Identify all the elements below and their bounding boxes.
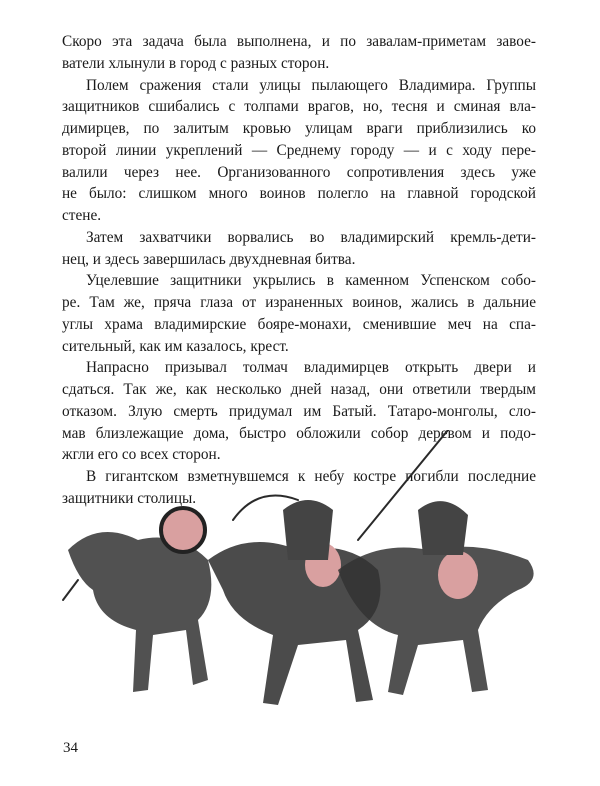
text-line: ре. Там же, пряча глаза от израненных воинов, жались в дальние bbox=[62, 294, 536, 311]
text-line: нец, и здесь завершилась двухдневная битва. bbox=[62, 250, 356, 268]
text-line: Напрасно призывал толмач владимирцев открыть двери и bbox=[86, 359, 536, 377]
text-line: сительный, как им казалось, крест. bbox=[62, 337, 289, 355]
horsemen-illustration bbox=[58, 430, 548, 730]
text-line: Скоро эта задача была выполнена, и по завалам-приметам завое- bbox=[62, 33, 536, 50]
text-line: ватели хлынули в город с разных сторон. bbox=[62, 54, 330, 72]
shield-icon bbox=[438, 551, 478, 599]
text-line: Затем захватчики ворвались во владимирский кремль-дети- bbox=[86, 228, 536, 246]
text-line: сдаться. Так же, как несколько дней назад, они ответили твердым bbox=[62, 381, 536, 398]
text-line: валили через нее. Организованного сопротивления здесь уже bbox=[62, 163, 536, 181]
text-line: Уцелевшие защитники укрылись в каменном Успенском собо- bbox=[86, 272, 536, 290]
horse-left bbox=[68, 508, 211, 692]
text-line: димирцев, по залитым кровью улицам враги приблизились ко bbox=[62, 120, 536, 137]
text-line: мав близлежащие дома, быстро обложили собор деревом и подо- bbox=[62, 424, 536, 442]
text-line: стене. bbox=[62, 207, 102, 224]
horse-right bbox=[338, 501, 534, 695]
text-line: углы храма владимирские бояре-монахи, сменившие меч на спа- bbox=[62, 315, 536, 333]
shield-icon bbox=[161, 508, 205, 552]
text-line: В гигантском взметнувшемся к небу костре погибли последние bbox=[86, 468, 536, 485]
text-line: Полем сражения стали улицы пылающего Владимира. Группы bbox=[86, 76, 536, 94]
text-line: не было: слишком много воинов полегло на главной городской bbox=[62, 185, 536, 203]
text-line: второй линии укреплений — Среднему городу — и с ходу пере- bbox=[62, 141, 536, 159]
text-line: защитники столицы. bbox=[62, 489, 197, 507]
text-line: защитников сшибались с толпами врагов, но, тесня и сминая вла- bbox=[62, 98, 536, 116]
text-line: жгли его со всех сторон. bbox=[62, 446, 221, 464]
page-number: 34 bbox=[63, 740, 78, 756]
text-line: отказом. Злую смерть придумал им Батый. Татаро-монголы, сло- bbox=[62, 402, 536, 420]
